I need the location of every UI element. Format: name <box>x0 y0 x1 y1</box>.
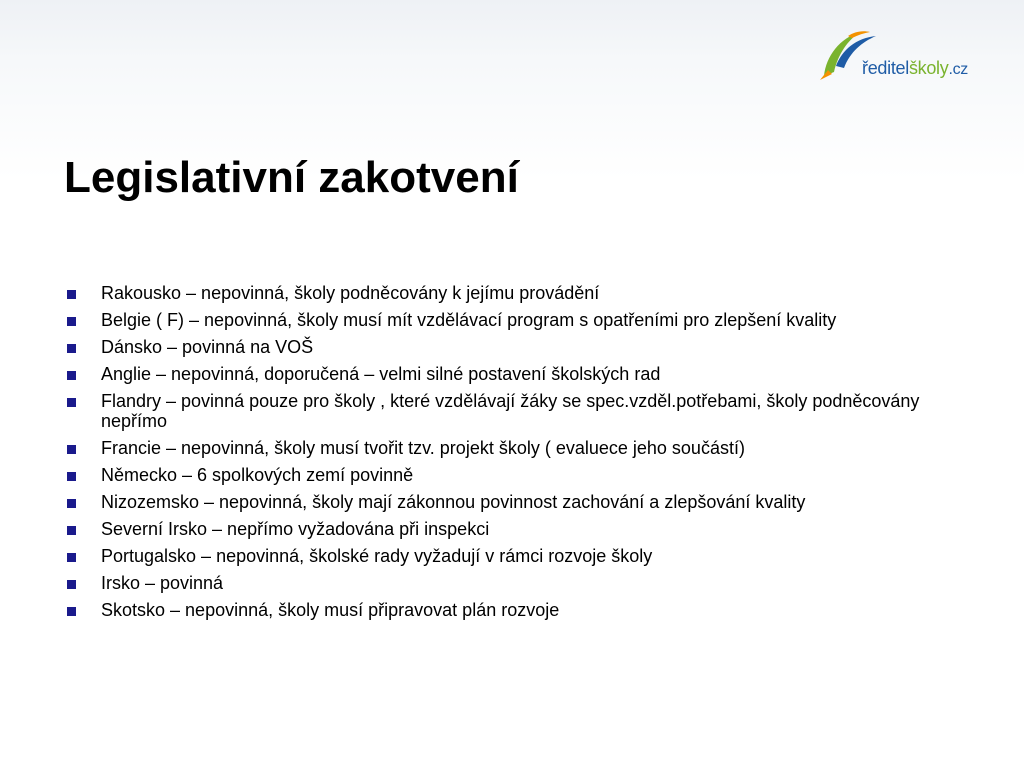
bullet-item <box>64 600 964 620</box>
bullet-text: Belgie ( F) – nepovinná, školy musí mít vzdělávací program s opatřeními pro zlepšení kvality <box>101 310 837 330</box>
logo-text-part2: školy <box>908 58 949 78</box>
bullet-square-icon <box>67 344 76 353</box>
bullet-item <box>64 573 964 593</box>
bullet-square-icon <box>67 371 76 380</box>
bullet-square-icon <box>67 290 76 299</box>
bullet-text: Rakousko – nepovinná, školy podněcovány k jejímu provádění <box>101 283 600 303</box>
bullet-square-icon <box>67 499 76 508</box>
bullet-square-icon <box>67 398 76 407</box>
bullet-text: Nizozemsko – nepovinná, školy mají zákonnou povinnost zachování a zlepšování kvality <box>101 492 806 512</box>
bullet-square-icon <box>67 472 76 481</box>
bullet-item <box>64 492 964 512</box>
bullet-text: Irsko – povinná <box>101 573 224 593</box>
bullet-square-icon <box>67 317 76 326</box>
logo-text <box>862 58 968 80</box>
bullet-text: Severní Irsko – nepřímo vyžadována při inspekci <box>101 519 490 539</box>
bullet-item <box>64 283 964 303</box>
logo-text-part3: .cz <box>948 61 968 78</box>
logo <box>818 26 993 90</box>
bullet-list <box>64 283 964 627</box>
bullet-item <box>64 519 964 539</box>
slide-title: Legislativní zakotvení <box>64 153 519 202</box>
bullet-item <box>64 391 964 431</box>
bullet-text: Anglie – nepovinná, doporučená – velmi silné postavení školských rad <box>101 364 661 384</box>
bullet-square-icon <box>67 526 76 535</box>
bullet-item <box>64 310 964 330</box>
bullet-item <box>64 364 964 384</box>
bullet-text: Německo – 6 spolkových zemí povinně <box>101 465 414 485</box>
bullet-text: Flandry – povinná pouze pro školy , které vzdělávají žáky se spec.vzděl.potřebami, školy podněcovány nepřímo <box>101 391 920 431</box>
bullet-item <box>64 438 964 458</box>
bullet-text: Portugalsko – nepovinná, školské rady vyžadují v rámci rozvoje školy <box>101 546 653 566</box>
bullet-text: Skotsko – nepovinná, školy musí připravovat plán rozvoje <box>101 600 560 620</box>
logo-text-part1: ředitel <box>862 58 909 78</box>
bullet-text: Dánsko – povinná na VOŠ <box>101 337 314 357</box>
bullet-square-icon <box>67 553 76 562</box>
bullet-square-icon <box>67 580 76 589</box>
bullet-square-icon <box>67 445 76 454</box>
bullet-text: Francie – nepovinná, školy musí tvořit tzv. projekt školy ( evaluece jeho součástí) <box>101 438 745 458</box>
bullet-item <box>64 465 964 485</box>
bullet-square-icon <box>67 607 76 616</box>
bullet-item <box>64 337 964 357</box>
bullet-item <box>64 546 964 566</box>
